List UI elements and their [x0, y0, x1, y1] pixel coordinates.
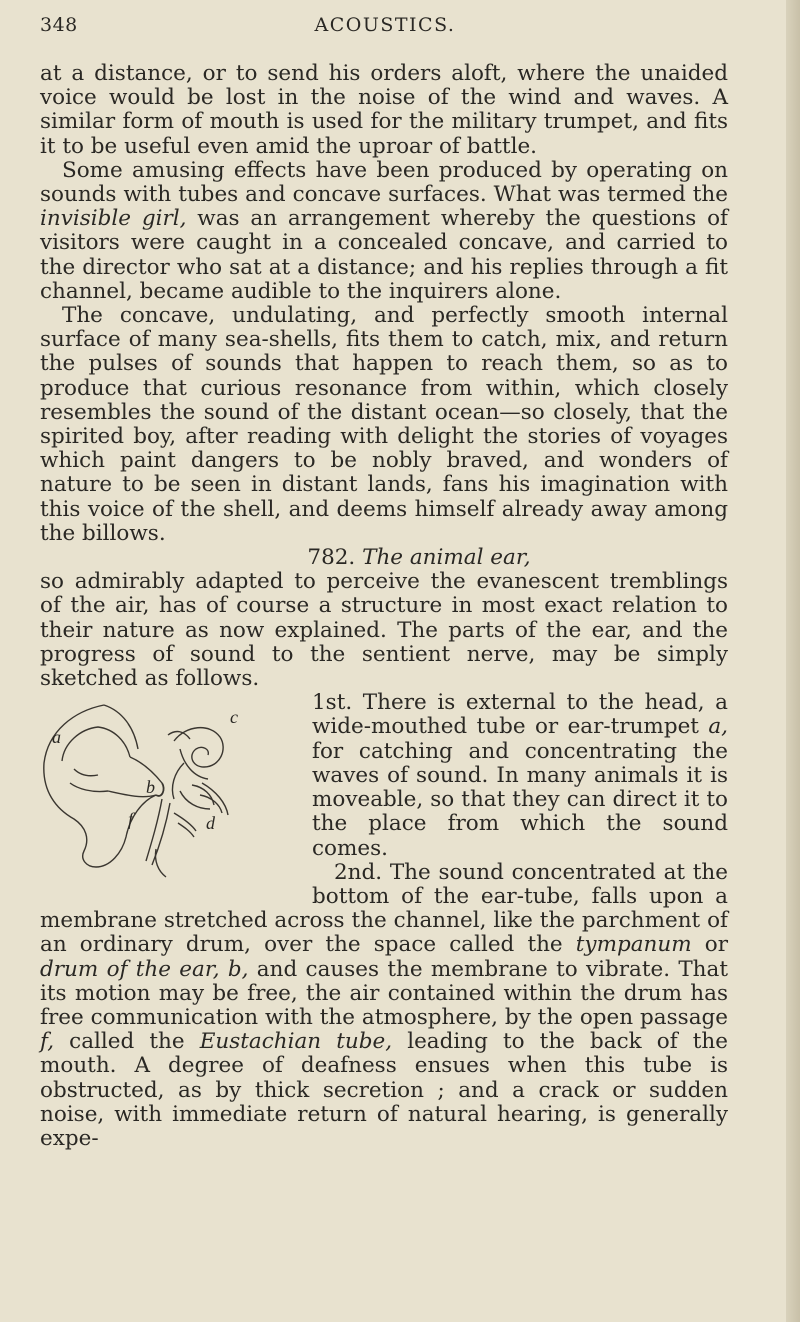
label-b: b — [146, 777, 155, 798]
text-run: or — [691, 932, 728, 958]
page-number: 348 — [40, 14, 78, 36]
ear-diagram-svg — [34, 691, 306, 886]
ear-diagram — [34, 691, 306, 886]
text-run: for catching and concentrating the waves of sound. In many animals it is moveable, so that they can direct it to the place from which the sound comes. — [312, 738, 728, 861]
text-run: and causes the membrane to vibrate. That its motion may be free, the air contained within the drum has free communication with the atmosphere, by the open passage — [40, 956, 728, 1030]
text-run: called the — [54, 1029, 200, 1055]
label-c: c — [230, 707, 238, 728]
paragraph-invisible-girl — [40, 159, 728, 304]
running-head: ACOUSTICS. — [314, 14, 456, 36]
paragraph-animal-ear: so admirably adapted to perceive the evanescent tremblings of the air, has of course a structure in most exact relation to their nature as now explained. The parts of the ear, and the progress of sound to the sentient nerve, may be simply sketched as follows. — [40, 569, 728, 692]
section-title: The animal ear, — [362, 545, 531, 571]
text-run: 1st. There is external to the head, a wide-mouthed tube or ear-trumpet — [312, 690, 728, 740]
italic-term: Eustachian tube, — [199, 1029, 393, 1055]
italic-term: f, — [40, 1029, 55, 1055]
italic-term: a, — [708, 714, 728, 740]
text-run: leading to the back of the mouth. A degree of deafness ensues when this tube is obstructed, as by thick secretion ; and a crack or sudden noise, with immediate return of natural hearing, is generally expe- — [40, 1029, 728, 1151]
text-run: was an arrangement whereby the questions of visitors were caught in a concealed concave, and carried to the director who sat at a distance; and his replies through a fit channel, became audible to the inquirers alone. — [40, 206, 729, 304]
paragraph-continuation: at a distance, or to send his orders aloft, where the unaided voice would be lost in the noise of the wind and waves. A similar form of mouth is used for the military trumpet, and fits it to be useful even amid the uproar of battle. — [40, 61, 728, 159]
section-number: 782. — [307, 545, 356, 571]
italic-term: invisible girl, — [40, 206, 187, 232]
label-a: a — [52, 727, 61, 748]
body-text — [40, 62, 728, 1151]
italic-term: drum of the ear, b, — [40, 956, 249, 982]
text-run: Some amusing effects have been produced by operating on sounds with tubes and concave surfaces. What was termed the — [40, 157, 728, 208]
page-edge — [786, 0, 800, 1322]
label-d: d — [206, 813, 215, 834]
text-run: 2nd. The sound concentrated at the bottom of the ear-tube, falls upon a membrane stretched across the channel, like the parchment of an ordinary drum, over the space called the — [40, 859, 728, 958]
label-f: f — [128, 809, 134, 830]
italic-term: tympanum — [575, 932, 692, 958]
page-header — [40, 14, 730, 46]
paragraph-second-part — [40, 861, 728, 1151]
section-heading — [40, 546, 728, 570]
paragraph-sea-shells: The concave, undulating, and perfectly smooth internal surface of many sea-shells, fits them to catch, mix, and return the pulses of sounds that happen to reach them, so as to produce that curious resonance from within, which closely resembles the sound of the distant ocean—so closely, that the spirited boy, after reading with delight the stories of voyages which paint dangers to be nobly braved, and wonders of nature to be seen in distant lands, fans his imagination with this voice of the shell, and deems himself already away among the billows. — [40, 303, 728, 546]
